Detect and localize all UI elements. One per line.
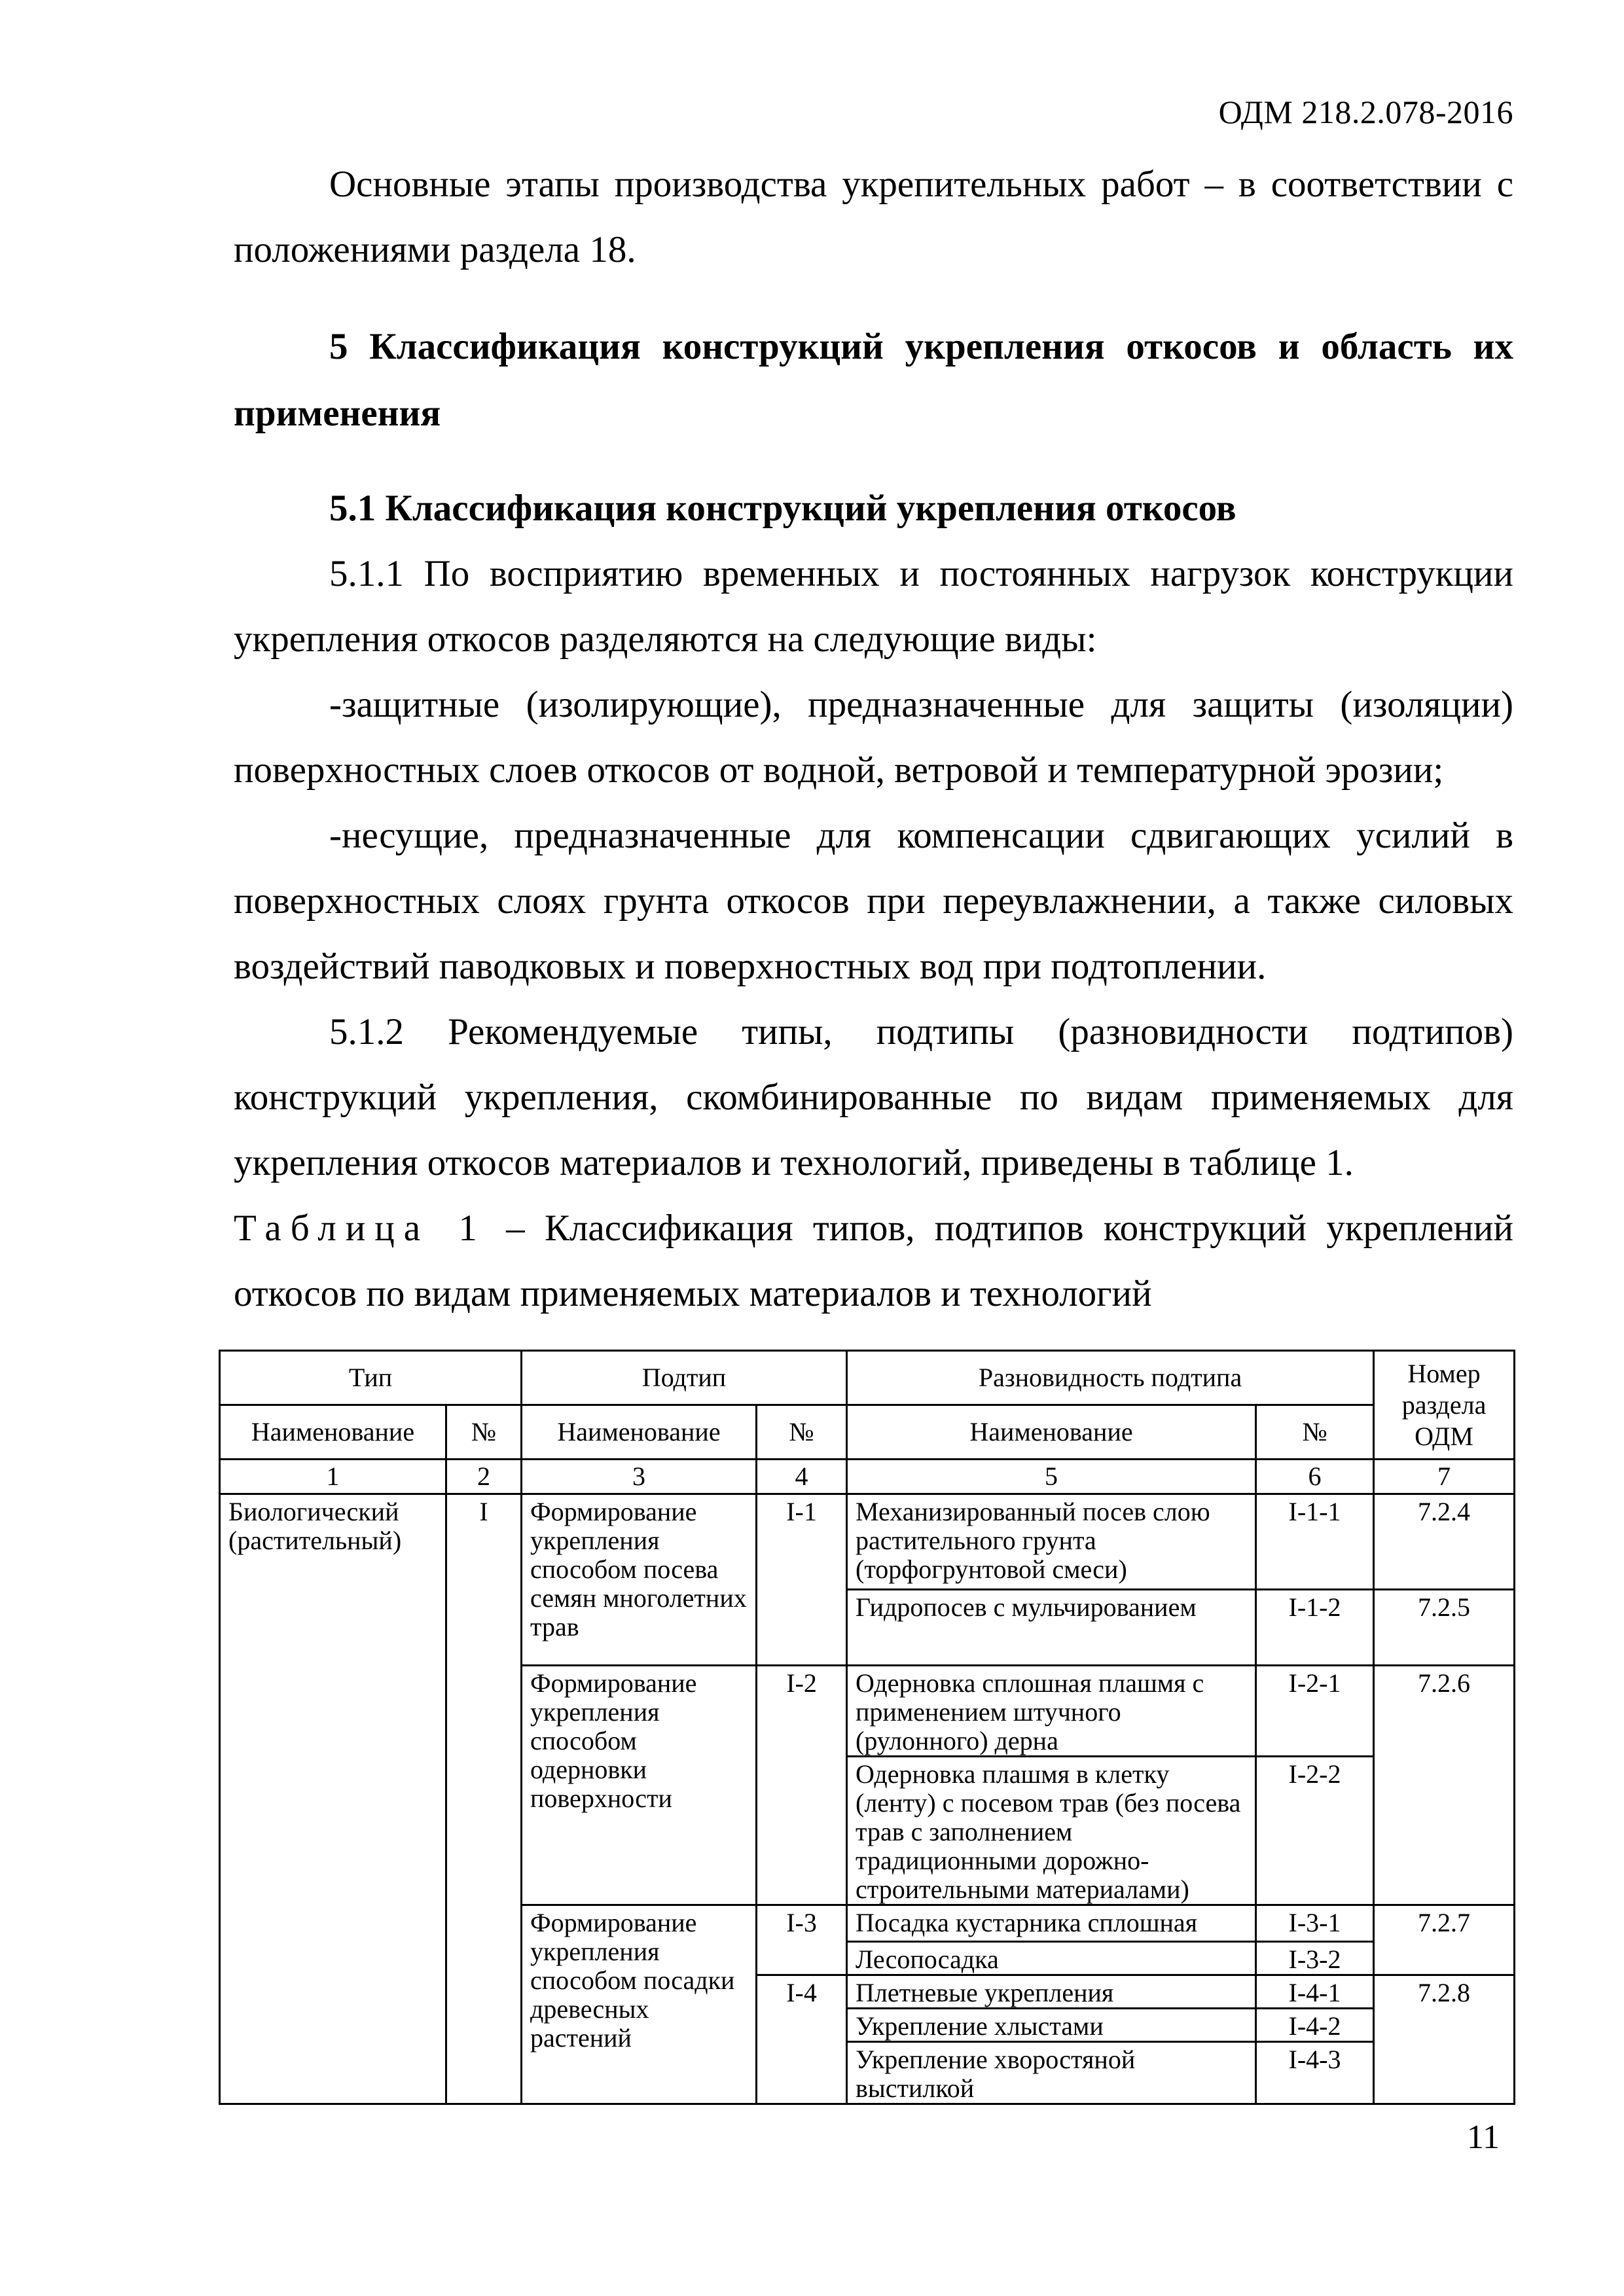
table-caption-label: Таблица 1 xyxy=(234,1208,486,1249)
page-number: 11 xyxy=(1466,2119,1500,2156)
subtype-no-cell: I-3 xyxy=(757,1905,847,1975)
list-item-protective: -защитные (изолирующие), предназначенные для защиты (изоляции) поверхностных слоев откосов от водной, ветровой и температурной эрозии; xyxy=(234,684,1513,791)
document-code: ОДМ 218.2.078-2016 xyxy=(1218,94,1513,130)
table-row xyxy=(220,1494,1515,1590)
variety-no-cell: I-3-1 xyxy=(1256,1905,1374,1942)
column-number: 2 xyxy=(446,1460,522,1494)
column-number: 1 xyxy=(220,1460,446,1494)
variety-no-cell: I-4-1 xyxy=(1256,1975,1374,2009)
section-cell: 7.2.8 xyxy=(1374,1975,1515,2104)
variety-name-cell: Укрепление хлыстами xyxy=(847,2009,1256,2042)
variety-name-cell: Укрепление хворостяной выстилкой xyxy=(847,2042,1256,2104)
subtype-no-cell: I-2 xyxy=(757,1666,847,1905)
header-type: Тип xyxy=(220,1351,522,1405)
subsection-heading: 5.1 Классификация конструкций укрепления откосов xyxy=(329,488,1236,529)
variety-no-cell: I-1-2 xyxy=(1256,1590,1374,1666)
variety-no-cell: I-1-1 xyxy=(1256,1494,1374,1590)
variety-name-cell: Одерновка сплошная плашмя с применением штучного (рулонного) дерна xyxy=(847,1666,1256,1757)
header-type-no: № xyxy=(446,1405,522,1460)
column-number: 6 xyxy=(1256,1460,1374,1494)
header-subtype-name: Наименование xyxy=(522,1405,757,1460)
classification-table xyxy=(219,1350,1515,2105)
section-cell: 7.2.6 xyxy=(1374,1666,1515,1905)
variety-no-cell: I-2-2 xyxy=(1256,1757,1374,1905)
variety-no-cell: I-3-2 xyxy=(1256,1942,1374,1975)
intro-paragraph: Основные этапы производства укрепительных работ – в соответствии с положениями раздела 18. xyxy=(234,164,1513,270)
variety-name-cell: Посадка кустарника сплошная xyxy=(847,1905,1256,1942)
header-type-name: Наименование xyxy=(220,1405,446,1460)
variety-name-cell: Лесопосадка xyxy=(847,1942,1256,1975)
list-item-bearing: -несущие, предназначенные для компенсации сдвигающих усилий в поверхностных слоях грунта откосов при переувлажнении, а также силовых воздействий паводковых и поверхностных вод при подтоплении. xyxy=(234,815,1513,987)
table-caption-text: – Классификация типов, подтипов конструкций укреплений откосов по видам применяемых материалов и технологий xyxy=(234,1208,1514,1314)
header-variety-name: Наименование xyxy=(847,1405,1256,1460)
section-heading: 5 Классификация конструкций укрепления откосов и область их применения xyxy=(234,326,1513,434)
subtype-no-cell: I-4 xyxy=(757,1975,847,2104)
table-subheader-row xyxy=(220,1405,1515,1460)
subtype-name-cell: Формирование укрепления способом одерновки поверхности xyxy=(522,1666,757,1905)
type-no-cell: I xyxy=(446,1494,522,2104)
variety-name-cell: Плетневые укрепления xyxy=(847,1975,1256,2009)
section-cell: 7.2.4 xyxy=(1374,1494,1515,1590)
variety-name-cell: Гидропосев с мульчированием xyxy=(847,1590,1256,1666)
header-subtype-no: № xyxy=(757,1405,847,1460)
header-subtype: Подтип xyxy=(522,1351,847,1405)
column-number: 4 xyxy=(757,1460,847,1494)
variety-no-cell: I-4-3 xyxy=(1256,2042,1374,2104)
variety-name-cell: Механизированный посев слою растительного грунта (торфогрунтовой смеси) xyxy=(847,1494,1256,1590)
subtype-name-cell: Формирование укрепления способом посадки древесных растений xyxy=(522,1905,757,2104)
variety-no-cell: I-2-1 xyxy=(1256,1666,1374,1757)
table-caption xyxy=(234,1196,1513,1327)
subtype-name-cell: Формирование укрепления способом посева семян многолетних трав xyxy=(522,1494,757,1666)
variety-name-cell: Одерновка плашмя в клетку (ленту) с посевом трав (без посева трав с заполнением традиционными дорожно-строительными материалами) xyxy=(847,1757,1256,1905)
paragraph-5-1-2: 5.1.2 Рекомендуемые типы, подтипы (разновидности подтипов) конструкций укрепления, скомбинированные по видам применяемых для укрепления откосов материалов и технологий, приведены в таблице 1. xyxy=(234,1011,1513,1183)
header-variety: Разновидность подтипа xyxy=(847,1351,1374,1405)
variety-no-cell: I-4-2 xyxy=(1256,2009,1374,2042)
header-variety-no: № xyxy=(1256,1405,1374,1460)
subtype-no-cell: I-1 xyxy=(757,1494,847,1666)
table-header-row xyxy=(220,1351,1515,1405)
column-number: 5 xyxy=(847,1460,1256,1494)
column-number: 7 xyxy=(1374,1460,1515,1494)
section-cell: 7.2.5 xyxy=(1374,1590,1515,1666)
column-number-row xyxy=(220,1460,1515,1494)
section-cell: 7.2.7 xyxy=(1374,1905,1515,1975)
column-number: 3 xyxy=(522,1460,757,1494)
type-name-cell: Биологический (растительный) xyxy=(220,1494,446,2104)
header-section: Номер раздела ОДМ xyxy=(1374,1351,1515,1460)
paragraph-5-1-1: 5.1.1 По восприятию временных и постоянных нагрузок конструкции укрепления откосов разделяются на следующие виды: xyxy=(234,553,1513,660)
